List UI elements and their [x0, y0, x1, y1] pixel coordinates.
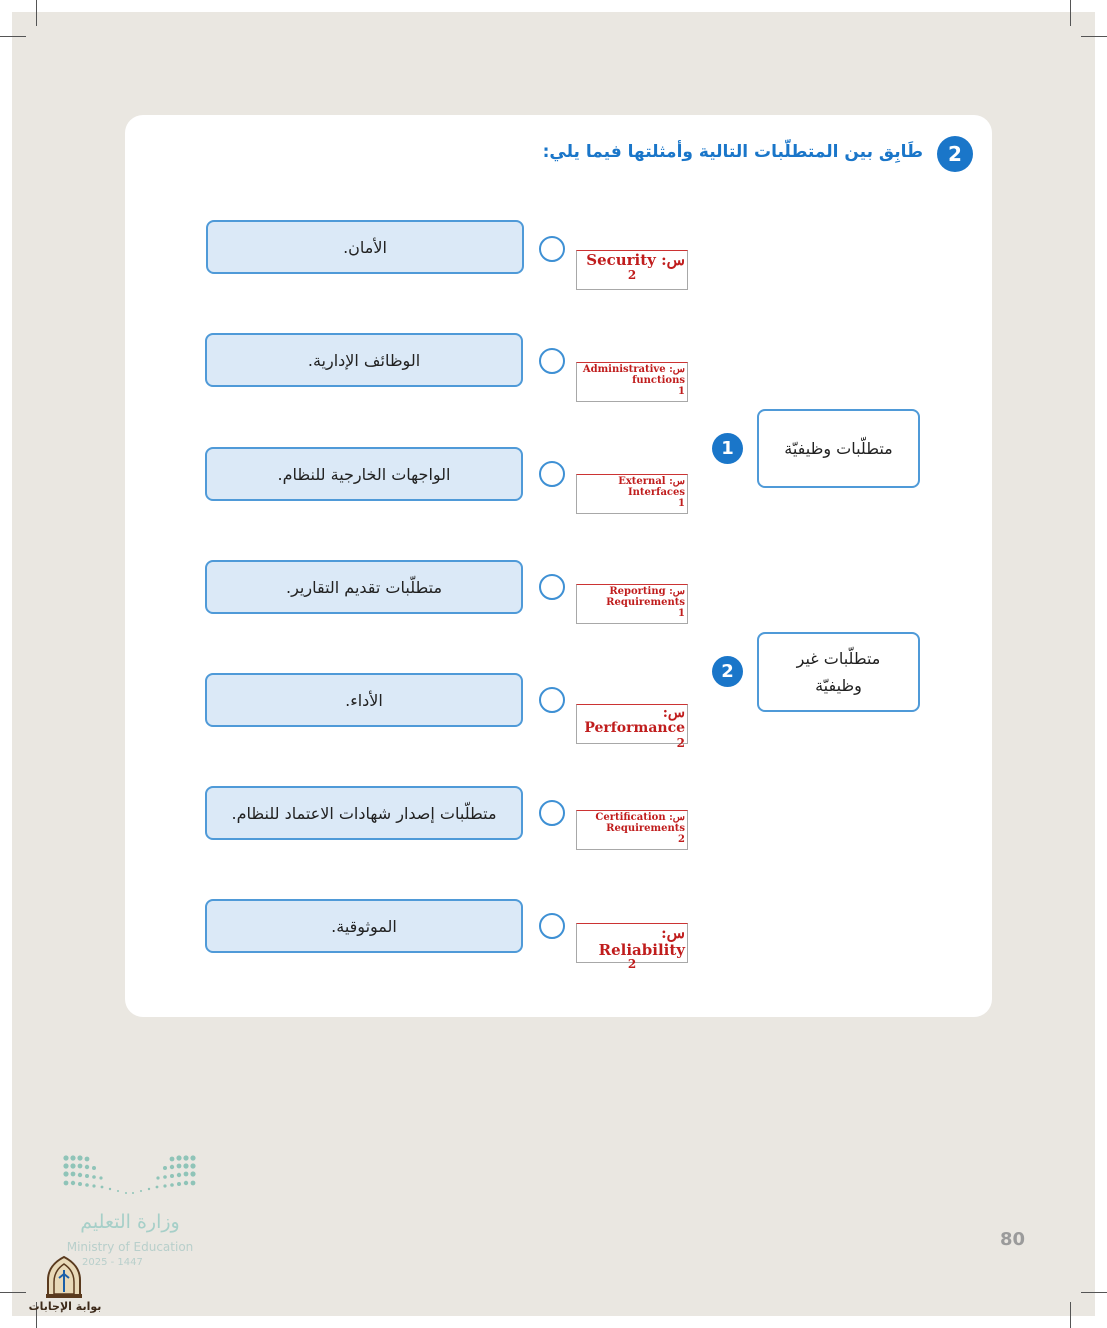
category-non-functional: متطلّبات غير وظيفيّة — [757, 632, 920, 712]
ministry-name-english: Ministry of Education — [66, 1240, 194, 1254]
answer-security — [576, 250, 688, 290]
page-number: 80 — [1000, 1229, 1026, 1250]
answer-number: 1 — [678, 498, 685, 509]
answer-text: Administrative functions — [582, 364, 685, 386]
radio-reliability[interactable] — [539, 913, 565, 939]
category-functional: متطلّبات وظيفيّة — [757, 409, 920, 488]
answer-number: 2 — [627, 267, 637, 282]
answer-prefix: س: — [661, 924, 685, 942]
item-box-security: الأمان. — [206, 220, 524, 274]
crop-mark — [1070, 1302, 1071, 1328]
answer-text: Security — [586, 251, 656, 269]
crop-mark — [1081, 36, 1107, 37]
answer-prefix: س: — [669, 586, 685, 597]
item-box-reliability: الموثوقية. — [205, 899, 523, 953]
answer-prefix: س: — [669, 364, 685, 375]
crop-mark — [0, 36, 26, 37]
item-box-reporting: متطلّبات تقديم التقارير. — [205, 560, 523, 614]
answer-interfaces — [576, 474, 688, 514]
site-logo-icon — [42, 1254, 86, 1300]
radio-admin[interactable] — [539, 348, 565, 374]
crop-mark — [1070, 0, 1071, 26]
answer-text: Performance — [584, 720, 685, 737]
ministry-year: 2025 - 1447 — [82, 1257, 143, 1268]
answer-text: External Interfaces — [618, 476, 685, 498]
crop-mark — [1081, 1292, 1107, 1293]
answer-prefix: س: — [661, 251, 685, 269]
answer-text: Reporting Requirements — [606, 586, 685, 608]
site-name: بوابة الإجابات — [28, 1300, 102, 1313]
answer-prefix: س: — [669, 476, 685, 487]
radio-certification[interactable] — [539, 800, 565, 826]
answer-number: 2 — [676, 735, 685, 750]
answer-admin — [576, 362, 688, 402]
category-badge-2: 2 — [712, 656, 743, 687]
radio-reporting[interactable] — [539, 574, 565, 600]
answer-reporting — [576, 584, 688, 624]
answer-reliability — [576, 923, 688, 971]
answer-prefix: س: — [669, 812, 685, 823]
ministry-logo-icon — [62, 1153, 198, 1199]
item-box-performance: الأداء. — [205, 673, 523, 727]
answer-performance — [576, 704, 688, 750]
answer-prefix: س: — [662, 705, 685, 721]
item-box-interfaces: الواجهات الخارجية للنظام. — [205, 447, 523, 501]
question-number-badge: 2 — [937, 136, 973, 172]
question-title: طَابِق بين المتطلّبات التالية وأمثلتها فيما يلي: — [542, 142, 923, 162]
ministry-name-arabic: وزارة التعليم — [80, 1211, 180, 1233]
answer-text: Certification Requirements — [595, 812, 685, 834]
answer-number: 2 — [627, 957, 637, 971]
radio-interfaces[interactable] — [539, 461, 565, 487]
crop-mark — [0, 1292, 26, 1293]
crop-mark — [36, 0, 37, 26]
answer-text: Reliability — [598, 940, 685, 959]
item-box-certification: متطلّبات إصدار شهادات الاعتماد للنظام. — [205, 786, 523, 840]
radio-performance[interactable] — [539, 687, 565, 713]
category-badge-1: 1 — [712, 433, 743, 464]
answer-number: 2 — [678, 834, 685, 845]
answer-number: 1 — [678, 386, 685, 397]
item-box-admin: الوظائف الإدارية. — [205, 333, 523, 387]
radio-security[interactable] — [539, 236, 565, 262]
answer-number: 1 — [678, 608, 685, 619]
answer-certification — [576, 810, 688, 850]
